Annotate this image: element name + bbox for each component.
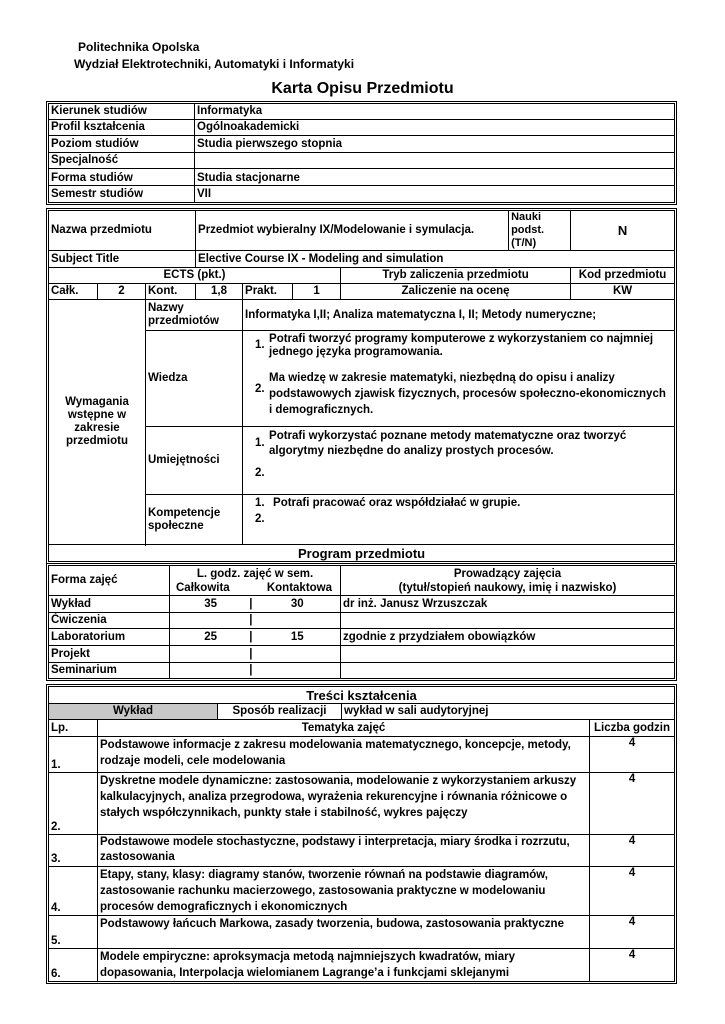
topic-text: Podstawowe modele stochastyczne, podstawy i interpretacja, miary środka i rozrzutu, zastosowania	[98, 835, 590, 867]
course-code-value: KW	[571, 284, 675, 300]
topic-text: Modele empiryczne: aproksymacja metodą najmniejszych kwadratów, miary dopasowania, Interpolacja wielomianem Lagrange’a i funkcjami sklejanymi	[98, 949, 590, 982]
method-label: Sposób realizacji	[218, 704, 342, 720]
method-value: wykład w sali audytoryjnej	[342, 704, 675, 720]
contact-hours	[255, 646, 341, 663]
contact-hours	[255, 613, 341, 629]
topic-hours: 4	[590, 737, 675, 773]
table-row	[49, 613, 675, 629]
subject-title-value: Elective Course IX - Modeling and simulation	[196, 251, 675, 268]
field-label: Profil kształcenia	[49, 120, 195, 136]
knowledge-item	[243, 331, 675, 367]
row-number: 3.	[49, 835, 98, 867]
field-label: Forma studiów	[49, 169, 195, 186]
ects-practical-value: 1	[293, 284, 341, 300]
hours-count-label: Liczba godzin	[590, 720, 675, 737]
item-number: 1.	[255, 339, 265, 351]
lecturer-name	[341, 613, 675, 629]
skills-label: Umiejętności	[146, 427, 243, 495]
table-row	[49, 566, 675, 596]
field-value: Informatyka	[195, 104, 675, 120]
table-row	[49, 186, 675, 203]
contact-hours-label: Kontaktowa	[266, 581, 333, 594]
form-label: Forma zajęć	[49, 566, 170, 596]
faculty-name: Wydział Elektrotechniki, Automatyki i Informatyki	[74, 57, 355, 71]
separator: |	[249, 630, 253, 643]
table-row	[49, 104, 675, 120]
program-title: Program przedmiotu	[49, 545, 675, 562]
topic-text: Dyskretne modele dynamiczne: zastosowania, modelowanie z wykorzystaniem arkuszy kalkulacyjnych, analiza przegrodowa, wyrażenia rekurencyjne i równania różnicowe o stałych współczynnikach, punkty stałe i stabilność, wykres pajęczy	[98, 773, 590, 835]
lecturer-header	[341, 566, 675, 596]
prerequisites-label: Wymagania wstępne w zakresie przedmiotu	[49, 300, 146, 545]
total-hours	[170, 646, 255, 663]
basic-sciences-value: N	[571, 211, 675, 251]
field-value: Ogólnoakademicki	[195, 120, 675, 136]
ects-total-label: Całk.	[49, 284, 98, 300]
field-label: Kierunek studiów	[49, 104, 195, 120]
lp-label: Lp.	[49, 720, 98, 737]
form-name: Ćwiczenia	[49, 613, 170, 629]
item-number: 2.	[255, 513, 265, 525]
social-competence-label: Kompetencje społeczne	[146, 495, 243, 545]
item-text: Potrafi pracować oraz współdziałać w grupie.	[273, 497, 521, 509]
topic-hours: 4	[590, 867, 675, 916]
topic-hours: 4	[590, 949, 675, 982]
row-number: 2.	[49, 773, 98, 835]
field-label: Poziom studiów	[49, 136, 195, 153]
topic-text: Etapy, stany, klasy: diagramy stanów, tworzenie równań na podstawie diagramów, zastosowanie rachunku macierzowego, zastosowania praktyczne w modelowaniu procesów demograficznych i ekonomicznych	[98, 867, 590, 916]
table-row	[49, 949, 675, 982]
table-row	[49, 737, 675, 773]
total-hours	[170, 629, 255, 646]
table-row	[49, 704, 675, 720]
lecturer-name: dr inż. Janusz Wrzuszczak	[341, 596, 675, 613]
total-hours	[170, 613, 255, 629]
skills-item	[243, 427, 675, 495]
field-value: Studia pierwszego stopnia	[195, 136, 675, 153]
separator: |	[249, 647, 253, 660]
table-row	[49, 169, 675, 186]
class-type-label: Wykład	[49, 704, 218, 720]
table-row	[49, 120, 675, 136]
ects-label: ECTS (pkt.)	[49, 268, 341, 284]
form-name: Wykład	[49, 596, 170, 613]
basic-sciences-label: Nauki podst. (T/N)	[509, 211, 571, 251]
hours-header	[170, 566, 341, 596]
item-text: Potrafi wykorzystać poznane metody matematyczne oraz tworzyć algorytmy niezbędne do analizy prostych procesów.	[269, 430, 627, 457]
table-row	[49, 153, 675, 169]
total-hours-label: Całkowita	[176, 581, 230, 594]
contact-hours	[255, 663, 341, 679]
row-number: 6.	[49, 949, 98, 982]
table-row	[49, 916, 675, 949]
subject-table	[48, 210, 675, 562]
ects-contact-label: Kont.	[146, 284, 196, 300]
table-row	[49, 646, 675, 663]
course-code-label: Kod przedmiotu	[571, 268, 675, 284]
item-text: Ma wiedzę w zakresie matematyki, niezbędną do opisu i analizy podstawowych zjawisk fizycznych, procesów społeczno-ekonomicznych i demograficznych.	[269, 371, 666, 416]
prerequisite-subjects-value: Informatyka I,II; Analiza matematyczna I, II; Metody numeryczne;	[243, 300, 675, 331]
table-row	[49, 284, 675, 300]
subject-title-label: Subject Title	[49, 251, 196, 268]
table-row	[49, 687, 675, 704]
item-number: 1.	[255, 437, 265, 449]
social-competence-item	[243, 495, 675, 545]
item-number: 2.	[255, 382, 265, 395]
content-title: Treści kształcenia	[49, 687, 675, 704]
row-number: 4.	[49, 867, 98, 916]
total-hours-value: 25	[204, 630, 218, 643]
university-name: Politechnika Opolska	[78, 40, 200, 54]
lecturer-name	[341, 646, 675, 663]
content-table	[48, 686, 675, 982]
topic-hours: 4	[590, 835, 675, 867]
lecturer-name	[341, 663, 675, 679]
ects-practical-label: Prakt.	[243, 284, 293, 300]
document-title: Karta Opisu Przedmiotu	[271, 80, 454, 97]
row-number: 5.	[49, 916, 98, 949]
prerequisite-subjects-label: Nazwy przedmiotów	[146, 300, 243, 331]
topic-hours: 4	[590, 916, 675, 949]
topic-hours: 4	[590, 773, 675, 835]
separator: |	[249, 597, 253, 610]
table-row	[49, 773, 675, 835]
field-value	[195, 153, 675, 169]
subject-name-value: Przedmiot wybieralny IX/Modelowanie i symulacja.	[196, 211, 509, 251]
field-label: Semestr studiów	[49, 186, 195, 203]
table-row	[49, 663, 675, 679]
subject-name-label: Nazwa przedmiotu	[49, 211, 196, 251]
field-label: Specjalność	[49, 153, 195, 169]
knowledge-label: Wiedza	[146, 331, 243, 427]
table-row	[49, 268, 675, 284]
contact-hours: 15	[255, 629, 341, 646]
table-row	[49, 596, 675, 613]
table-row	[49, 629, 675, 646]
row-number: 1.	[49, 737, 98, 773]
field-value: Studia stacjonarne	[195, 169, 675, 186]
table-row	[49, 720, 675, 737]
form-name: Seminarium	[49, 663, 170, 679]
table-row	[49, 545, 675, 562]
table-row	[49, 300, 675, 331]
field-value: VII	[195, 186, 675, 203]
hours-subheader	[172, 581, 338, 595]
separator: |	[249, 614, 253, 626]
ects-total-value: 2	[98, 284, 146, 300]
lecturer-label: Prowadzący zajęcia	[453, 567, 562, 580]
table-row	[49, 136, 675, 153]
item-text: Potrafi tworzyć programy komputerowe z wykorzystaniem co najmniej jednego języka programowania.	[269, 333, 654, 358]
table-row	[49, 867, 675, 916]
item-number: 2.	[255, 467, 265, 479]
total-hours	[170, 663, 255, 679]
contact-hours: 30	[255, 596, 341, 613]
table-row	[49, 211, 675, 251]
exam-mode-value: Zaliczenie na ocenę	[341, 284, 571, 300]
exam-mode-label: Tryb zaliczenia przedmiotu	[341, 268, 571, 284]
table-row	[49, 835, 675, 867]
total-hours	[170, 596, 255, 613]
program-table	[48, 565, 675, 679]
knowledge-item	[243, 367, 675, 427]
topic-text: Podstawowy łańcuch Markowa, zasady tworzenia, budowa, zastosowania praktyczne	[98, 916, 590, 949]
general-info-table	[48, 103, 675, 203]
topic-label: Tematyka zajęć	[98, 720, 590, 737]
lecturer-name: zgodnie z przydziałem obowiązków	[341, 629, 675, 646]
total-hours-value: 35	[204, 597, 218, 610]
form-name: Laboratorium	[49, 629, 170, 646]
topic-text: Podstawowe informacje z zakresu modelowania matematycznego, koncepcje, metody, rodzaje modeli, cele modelowania	[98, 737, 590, 773]
table-row	[49, 251, 675, 268]
ects-contact-value: 1,8	[196, 284, 243, 300]
item-number: 1.	[255, 497, 265, 509]
lecturer-sublabel: (tytuł/stopień naukowy, imię i nazwisko)	[398, 581, 617, 594]
hours-label: L. godz. zajęć w sem.	[196, 567, 314, 580]
form-name: Projekt	[49, 646, 170, 663]
separator: |	[249, 664, 253, 676]
